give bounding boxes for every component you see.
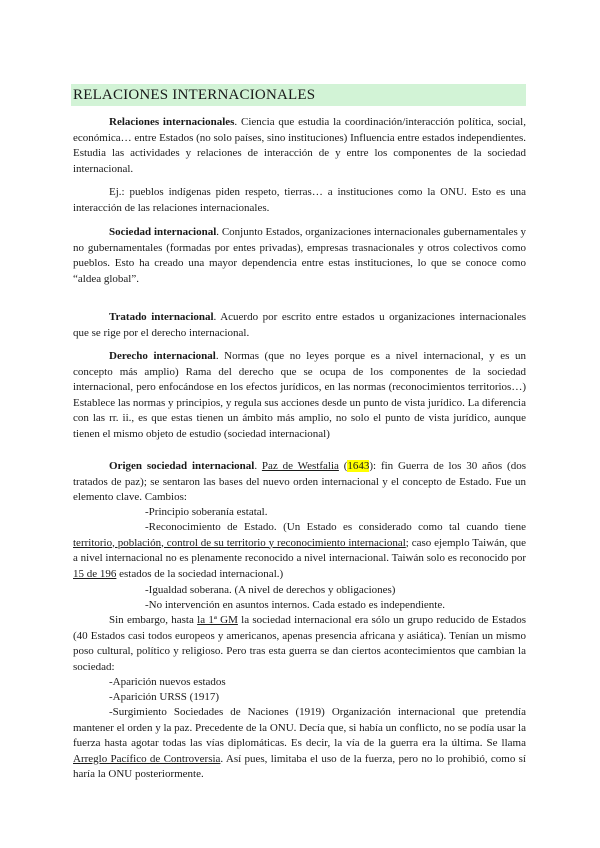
paragraph-sociedad-internacional bbox=[73, 225, 526, 287]
sociedad-naciones-text-end: . Así pues, limitaba el uso de la fuerza, pero no lo prohibió, como sí haría la ONU posteriormente. bbox=[73, 752, 526, 780]
definition-text: . Normas (que no leyes porque es a nivel internacional, y es un concepto más amplio) Rama del derecho que se ocupa de los componentes de la sociedad internacional, pero enfocándose en los efectos jurídicos, en las normas (reconocimientos territorios…) Establece las normas y principios, y regula sus acciones desde un punto de vista jurídico. La diferencia con las rr. ii., es que estas tienen un ámbito más amplio, no solo el punto de vista jurídico, aunque tienen el mismo objeto de estudio (sociedad internacional) bbox=[73, 350, 526, 440]
change-item-4: -No intervención en asuntos internos. Cada estado es independiente. bbox=[145, 599, 445, 611]
sociedad-naciones-text: -Surgimiento Sociedades de Naciones (1919) Organización internacional que pretendía mantener el orden y la paz. Precedente de la ONU. Decía que, si había un conflicto, no se podía usar la fuerza hasta agotar todas las vías diplomáticas. Es decir, la vía de la guerra era la última. Se llama bbox=[73, 706, 526, 749]
definition-text: . Acuerdo por escrito entre estados u organizaciones internacionales que se rige por el derecho internacional. bbox=[73, 311, 526, 339]
paren-text: ( bbox=[338, 460, 348, 472]
paragraph-relaciones-internacionales bbox=[73, 115, 526, 177]
change-item-3: -Igualdad soberana. (A nivel de derechos y obligaciones) bbox=[145, 584, 396, 596]
state-requirements-underlined: territorio, población, control de su territorio y reconocimiento internacional bbox=[73, 536, 406, 549]
paragraph-origen-sociedad bbox=[73, 459, 526, 506]
paragraph-primera-guerra bbox=[73, 613, 526, 675]
event-item-3 bbox=[73, 705, 526, 783]
primera-guerra-mundial-link: la 1ª GM bbox=[197, 614, 238, 626]
change-2-text-c: estados de la sociedad internacional.) bbox=[116, 567, 284, 580]
term-origen-sociedad-internacional: Origen sociedad internacional bbox=[109, 460, 255, 472]
definition-text: . Ciencia que estudia la coordinación/interacción política, social, económica… entre Estados (no solo países, sino instituciones) Influencia entre estados independientes. Estudia las actividades y relaciones de interacción de y entre los componentes de la sociedad internacional. bbox=[73, 116, 527, 175]
term-tratado-internacional: Tratado internacional bbox=[109, 311, 214, 323]
taiwan-recognition-count: 15 de 196 bbox=[73, 567, 117, 580]
arreglo-pacifico-underlined: Arreglo Pacífico de Controversia bbox=[73, 752, 221, 765]
paragraph-derecho-internacional bbox=[73, 349, 526, 442]
society-text: la sociedad internacional era sólo un grupo reducido de Estados (40 Estados casi todos europeos y americanos, apenas presencia africana y asiática). Tenían un mismo poso cultural, político y religioso. Pero tras esta guerra se dan ciertos acontecimientos que cambian la sociedad: bbox=[73, 614, 526, 673]
year-highlight: 1643 bbox=[347, 460, 370, 472]
term-derecho-internacional: Derecho internacional bbox=[109, 350, 216, 362]
change-2-text-a: -Reconocimiento de Estado. (Un Estado es considerado como tal cuando tiene bbox=[145, 521, 526, 533]
paz-de-westfalia-link: Paz de Westfalia bbox=[261, 460, 339, 472]
paragraph-example bbox=[73, 185, 526, 216]
event-item-2: -Aparición URSS (1917) bbox=[109, 691, 219, 703]
page-title: RELACIONES INTERNACIONALES bbox=[71, 84, 526, 106]
example-text: Ej.: pueblos indígenas piden respeto, tierras… a instituciones como la ONU. Esto es una interacción de las relaciones internacionales. bbox=[73, 186, 526, 214]
intro-text: Sin embargo, hasta bbox=[109, 614, 198, 626]
term-sociedad-internacional: Sociedad internacional bbox=[109, 226, 217, 238]
term-relaciones-internacionales: Relaciones internacionales bbox=[109, 116, 235, 128]
paragraph-tratado-internacional bbox=[73, 310, 526, 341]
change-item-2 bbox=[73, 520, 526, 582]
event-item-1: -Aparición nuevos estados bbox=[109, 676, 226, 688]
definition-text: . Conjunto Estados, organizaciones internacionales gubernamentales y no gubernamentales (formadas por entes privadas), empresas trasnacionales y otros colectivos como pueblos. Esto ha creado una mayor dependencia entre estas instituciones, lo que se conoce como “aldea global”. bbox=[73, 226, 526, 285]
origen-text: ): fin Guerra de los 30 años (dos tratados de paz); se sentaron las bases del nuevo orden internacional y el concepto de Estado. Fue un elemento clave. Cambios: bbox=[73, 460, 526, 503]
change-item-1: -Principio soberanía estatal. bbox=[145, 506, 268, 518]
separator-text: . bbox=[254, 460, 262, 472]
change-2-text-b: ; caso ejemplo Taiwán, que a nivel internacional no es plenamente reconocido a nivel internacional. Taiwán solo es reconocido por bbox=[73, 536, 526, 564]
